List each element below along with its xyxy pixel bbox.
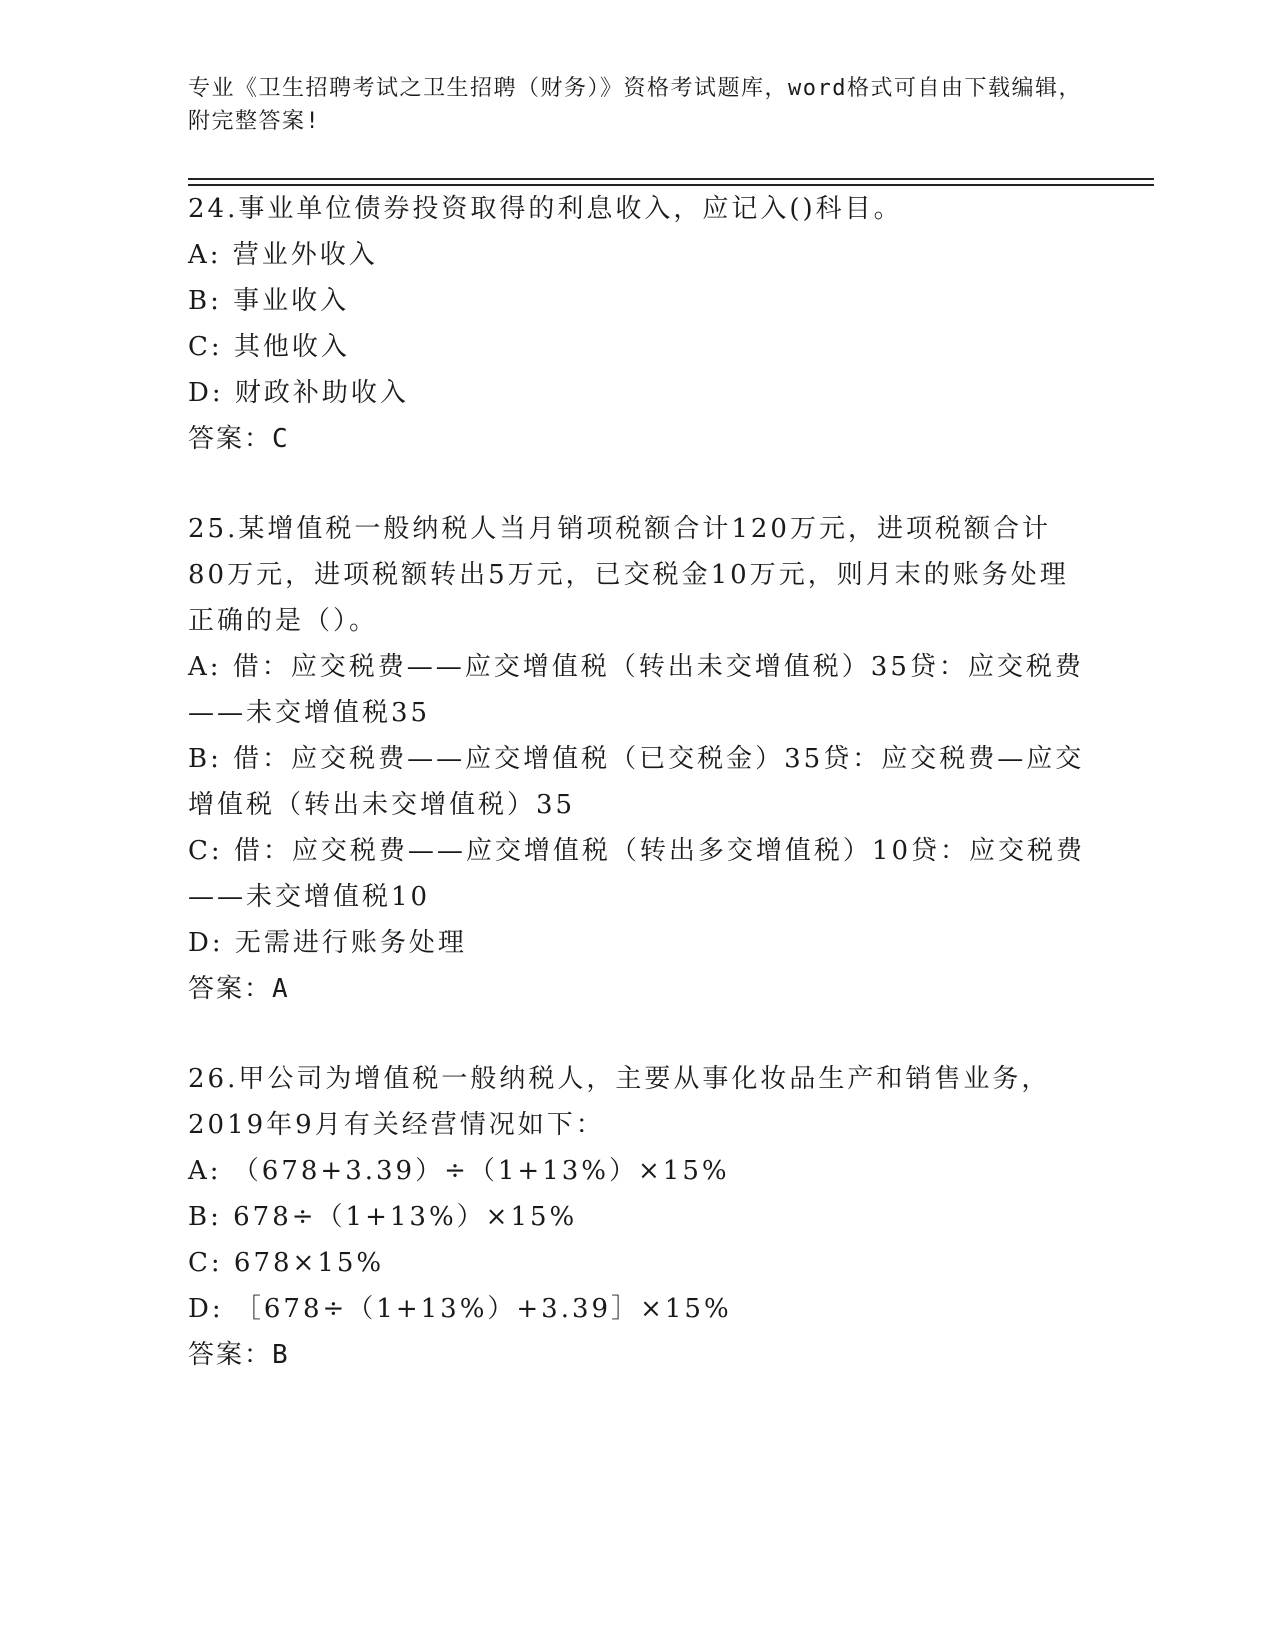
answer-line: 答案：A	[188, 974, 290, 1004]
header-text: 专业《卫生招聘考试之卫生招聘（财务）》资格考试题库，word格式可自由下载编辑，附完整答案!	[188, 76, 1082, 134]
option-a: A: 借：应交税费——应交增值税（转出未交增值税）35贷：应交税费——未交增值税35	[188, 652, 1084, 728]
question-stem: 26.甲公司为增值税一般纳税人，主要从事化妆品生产和销售业务，2019年9月有关经营情况如下：	[188, 1064, 1051, 1140]
document-header	[188, 72, 1088, 138]
answer-line: 答案：C	[188, 424, 290, 454]
option-b: B: 借：应交税费——应交增值税（已交税金）35贷：应交税费—应交增值税（转出未交增值税）35	[188, 744, 1085, 820]
option-b: B: 事业收入	[188, 286, 350, 316]
option-b: B: 678÷（1+13%）×15%	[188, 1202, 578, 1232]
option-c: C: 678×15%	[188, 1248, 385, 1278]
option-d: D: 无需进行账务处理	[188, 928, 467, 958]
option-c: C: 其他收入	[188, 332, 350, 362]
option-d: D: 财政补助收入	[188, 378, 409, 408]
question-stem: 24.事业单位债券投资取得的利息收入，应记入()科目。	[188, 194, 903, 224]
question-stem: 25.某增值税一般纳税人当月销项税额合计120万元，进项税额合计80万元，进项税额转出5万元，已交税金10万元，则月末的账务处理正确的是（）。	[188, 514, 1069, 636]
question-24	[188, 186, 1088, 462]
question-26	[188, 1056, 1088, 1378]
option-d: D: ［678÷（1+13%）+3.39］×15%	[188, 1294, 732, 1324]
answer-line: 答案：B	[188, 1340, 290, 1370]
option-a: A: （678+3.39）÷（1+13%）×15%	[188, 1156, 730, 1186]
question-25	[188, 506, 1088, 1012]
option-c: C: 借：应交税费——应交增值税（转出多交增值税）10贷：应交税费——未交增值税10	[188, 836, 1086, 912]
option-a: A: 营业外收入	[188, 240, 378, 270]
question-list	[188, 186, 1088, 1422]
header-divider-top	[188, 178, 1154, 180]
